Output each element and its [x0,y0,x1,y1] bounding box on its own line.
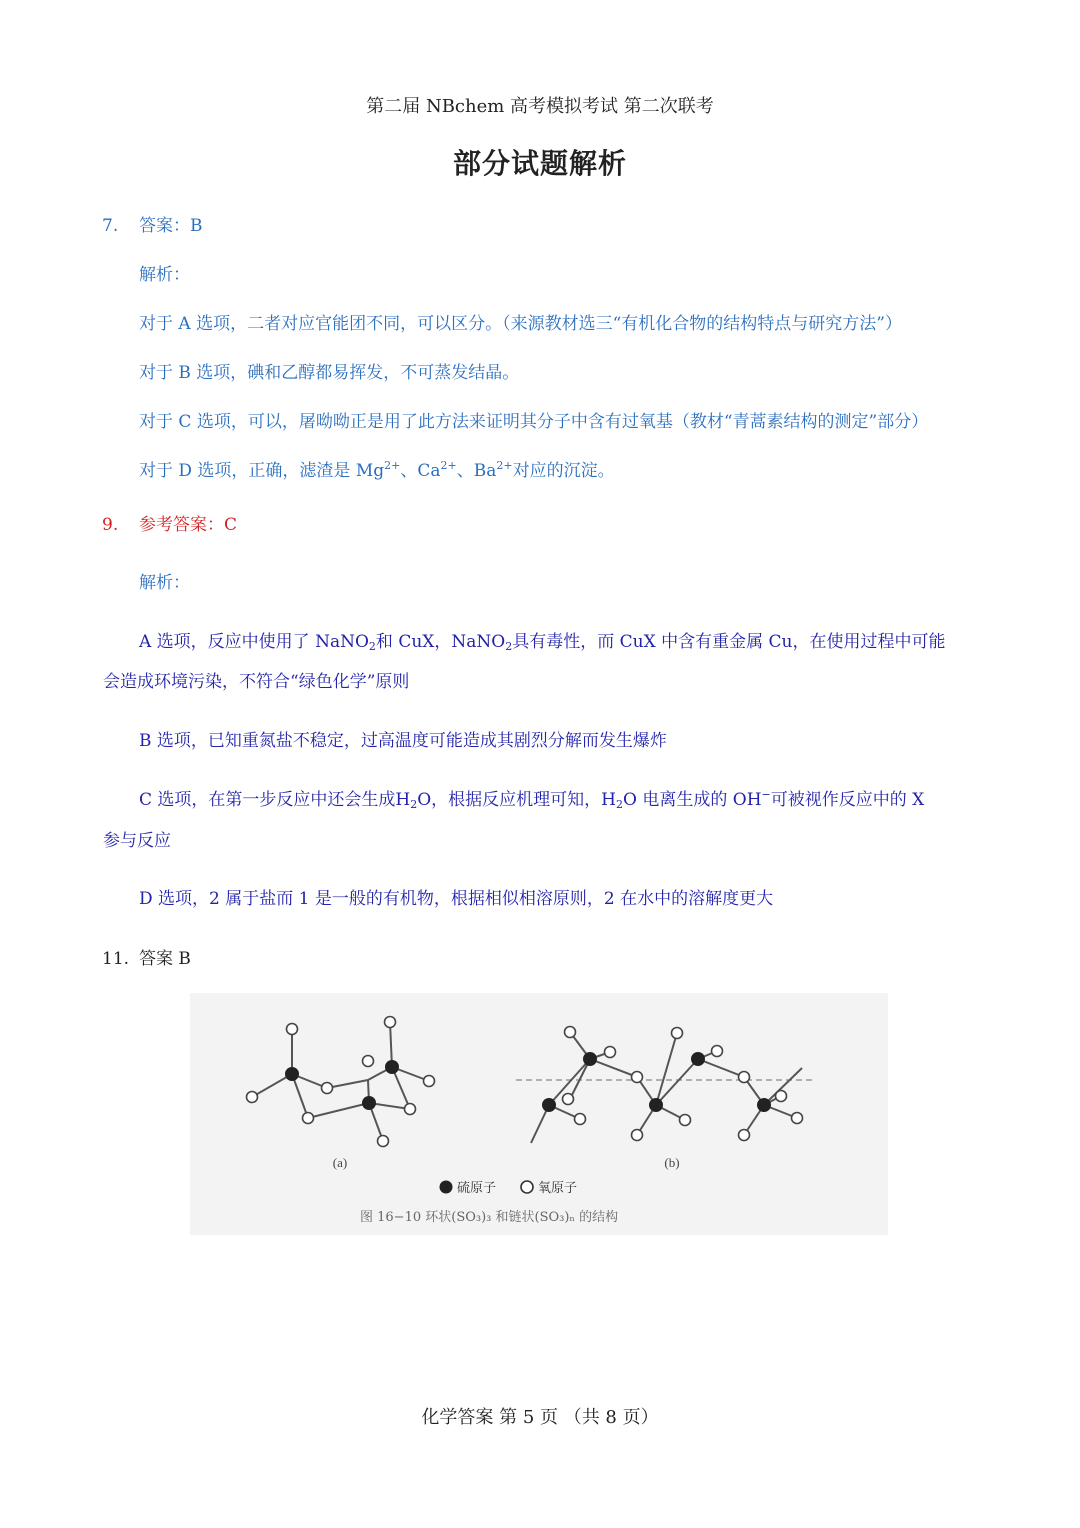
ring-bonds [252,1022,429,1141]
subscript: 2 [505,640,513,653]
ion-mg-charge: 2+ [384,459,401,472]
superscript: − [761,788,771,801]
q7-option-b: 对于 B 选项，碘和乙醇都易挥发，不可蒸发结晶。 [139,363,520,383]
q7-d-prefix: 对于 D 选项，正确，滤渣是 [139,461,356,481]
q7-d-suffix: 对应的沉淀。 [512,461,615,481]
ion-ca-charge: 2+ [440,459,457,472]
text-run: 可被视作反应中的 X [770,790,925,810]
q11-answer: 答案 B [139,949,191,969]
legend-oxygen-label: 氧原子 [538,1181,578,1196]
q9-option-c-line1 [139,785,924,811]
q7-answer-line [102,211,203,236]
text-run: 具有毒性，而 CuX 中含有重金属 Cu，在使用过程中可能 [512,632,946,652]
q7-option-a: 对于 A 选项，二者对应官能团不同，可以区分。（来源教材选三“有机化合物的结构特点与研究方法”） [139,314,902,334]
q9-analysis-label: 解析： [139,573,190,593]
ion-ca: Ca [417,461,441,481]
page-footer: 化学答案 第 5 页 （共 8 页） [421,1407,659,1428]
oxygen-atoms [247,1017,803,1147]
subscript: 2 [410,798,418,811]
separator: 、 [400,461,418,481]
page-title: 部分试题解析 [452,147,627,180]
q7-answer: 答案：B [139,216,203,236]
q9-answer-line [102,510,237,535]
so3-structure-diagram [190,993,888,1235]
q9-option-d: D 选项，2 属于盐而 1 是一般的有机物，根据相似相溶原则，2 在水中的溶解度更大 [139,889,774,909]
ion-ba-charge: 2+ [496,459,513,472]
text-run: O 电离生成的 OH [623,790,762,810]
q7-option-c: 对于 C 选项，可以，屠呦呦正是用了此方法来证明其分子中含有过氧基（教材“青蒿素结构的测定”部分） [139,412,929,432]
label-b: (b) [664,1155,680,1170]
chain-bonds [531,1032,802,1143]
q9-option-a-line1 [139,627,945,653]
q7-number: 7. [102,216,119,236]
legend-sulfur-icon [440,1181,453,1194]
text-run: O，根据反应机理可知，H [417,790,617,810]
subscript: 2 [368,640,376,653]
subscript: 2 [616,798,624,811]
q9-number: 9. [102,515,119,535]
q11-number: 11. [102,949,130,969]
text-run: A 选项，反应中使用了 NaNO [139,632,369,652]
ion-ba: Ba [473,461,497,481]
q9-answer: 参考答案：C [139,515,238,535]
text-run: C 选项，在第一步反应中还会生成H [139,790,411,810]
q9-option-c-line2: 参与反应 [103,831,171,851]
q7-analysis-label: 解析： [139,265,190,285]
so3-structure-figure [190,993,888,1235]
text-run: 和 CuX，NaNO [375,632,506,652]
q7-option-d [139,456,615,481]
legend-sulfur-label: 硫原子 [457,1181,497,1196]
figure-caption: 图 16−10 环状(SO₃)₃ 和链状(SO₃)ₙ 的结构 [360,1210,619,1225]
q9-option-b: B 选项，已知重氮盐不稳定，过高温度可能造成其剧烈分解而发生爆炸 [139,731,667,751]
exam-header: 第二届 NBchem 高考模拟考试 第二次联考 [366,96,714,117]
q11-answer-line [102,944,191,969]
q9-option-a-line2: 会造成环境污染，不符合“绿色化学”原则 [103,672,410,692]
separator: 、 [456,461,474,481]
ion-mg: Mg [355,461,385,481]
legend-oxygen-icon [521,1181,533,1193]
label-a: (a) [332,1155,348,1170]
